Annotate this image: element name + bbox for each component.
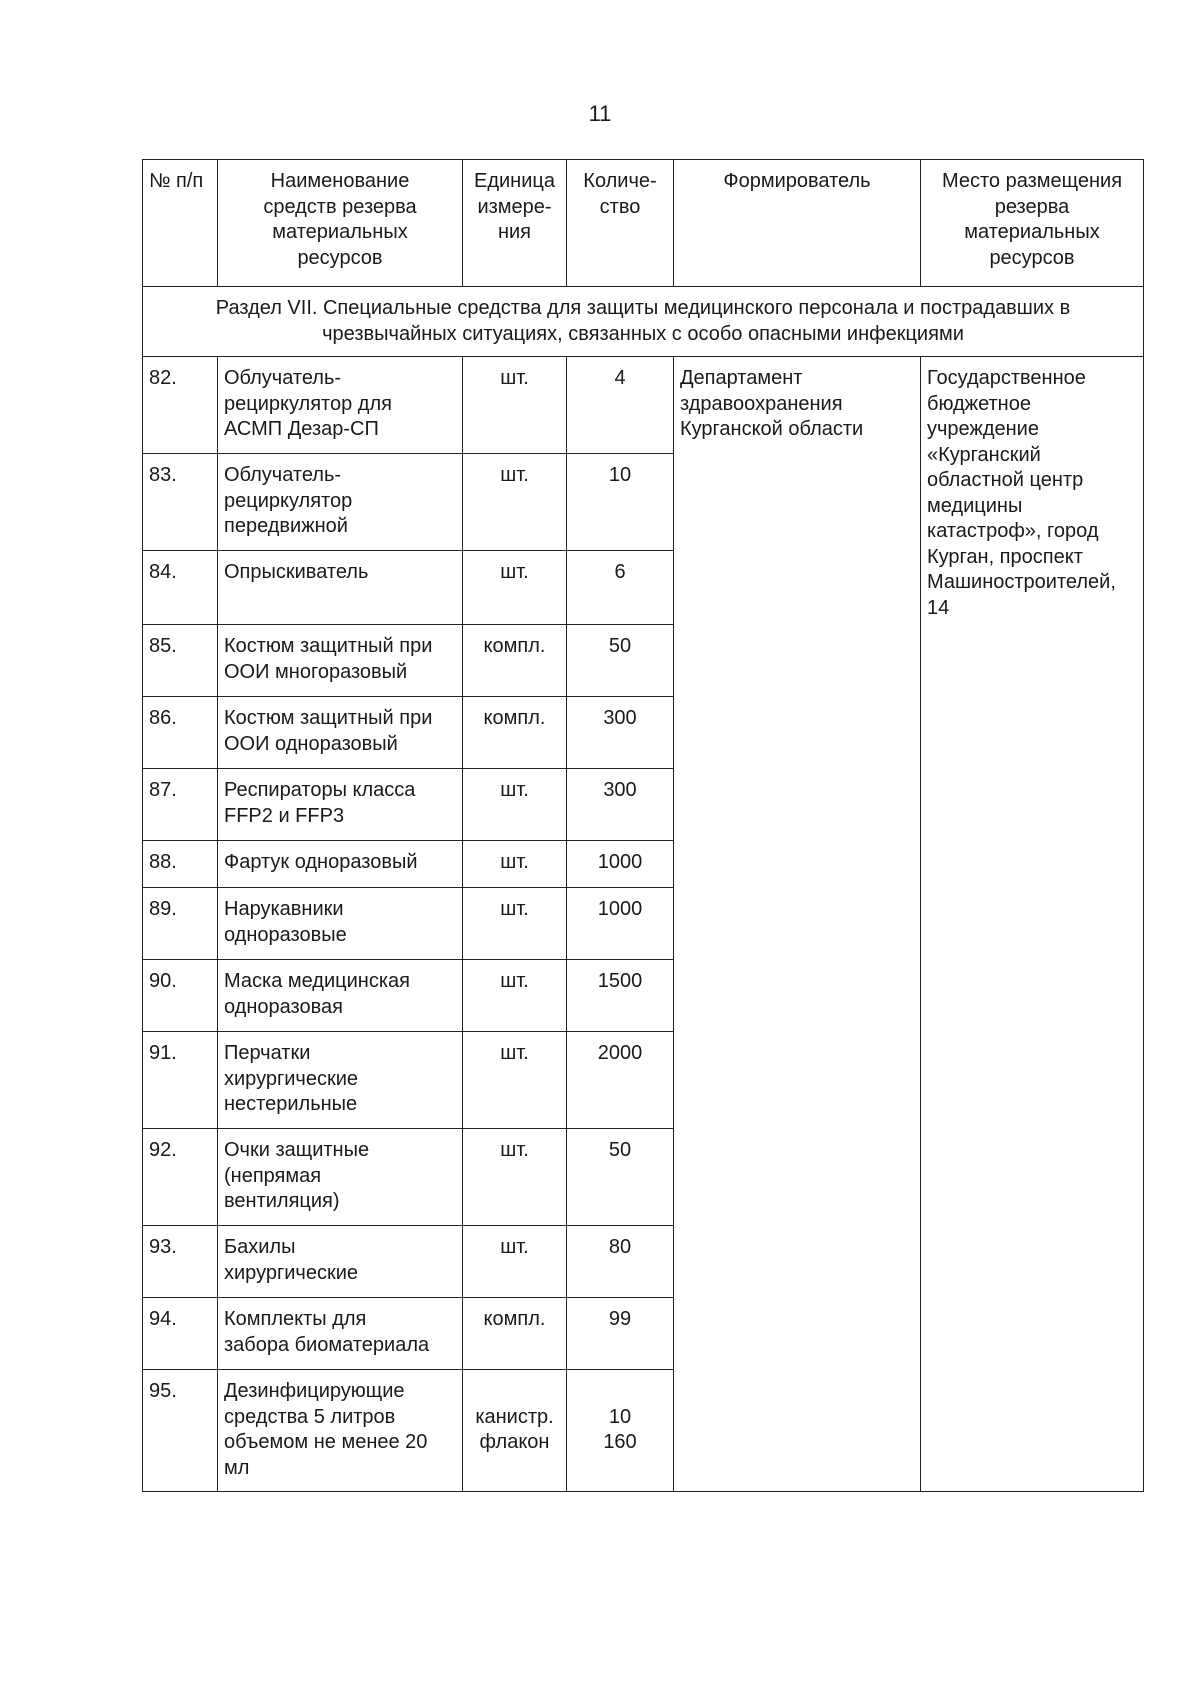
page-number: 11 <box>588 101 612 126</box>
item-name-line: ООИ одноразовый <box>224 732 398 755</box>
item-name-line: Облучатель- <box>224 367 342 389</box>
reserve-table <box>142 159 1144 1492</box>
item-quantity <box>567 960 674 1032</box>
item-unit <box>463 888 567 960</box>
item-name-line: хирургические <box>224 1067 359 1090</box>
header-unit: Единица измере- ния <box>463 160 567 287</box>
item-quantity-line: 10 <box>608 1405 632 1428</box>
place-cell-line: учреждение <box>927 418 1039 440</box>
item-quantity-line: 1500 <box>597 970 643 992</box>
item-name-line: FFP2 и FFP3 <box>224 804 345 827</box>
item-quantity-line: 50 <box>608 1139 632 1161</box>
item-quantity-line: 4 <box>614 367 626 389</box>
item-unit <box>463 551 567 625</box>
item-name <box>218 1129 463 1226</box>
item-quantity <box>567 1370 674 1492</box>
item-name-line: Нарукавники <box>224 898 344 920</box>
item-quantity <box>567 357 674 454</box>
item-name-line: мл <box>224 1456 250 1479</box>
former-cell <box>674 357 921 1492</box>
place-cell-line: «Курганский <box>927 443 1041 466</box>
item-unit <box>463 769 567 841</box>
item-quantity-line <box>573 1379 667 1405</box>
item-name-line: одноразовые <box>224 923 347 946</box>
item-name <box>218 1032 463 1129</box>
item-quantity <box>567 888 674 960</box>
item-quantity <box>567 769 674 841</box>
place-cell-line: областной центр <box>927 469 1084 491</box>
former-cell-line: здравоохранения <box>680 392 843 415</box>
item-unit <box>463 1226 567 1298</box>
item-unit <box>463 625 567 697</box>
item-name <box>218 769 463 841</box>
header-place: Место размещения резерва материальных ресурсов <box>921 160 1144 287</box>
item-name <box>218 841 463 888</box>
item-quantity-line: 80 <box>608 1236 632 1258</box>
item-name-line: средства 5 литров <box>224 1405 396 1428</box>
item-name <box>218 1298 463 1370</box>
place-cell-line: катастроф», город <box>927 520 1099 542</box>
item-quantity-line: 6 <box>614 561 626 583</box>
item-quantity-line: 1000 <box>597 851 643 873</box>
former-cell-line: Департамент <box>680 367 803 389</box>
row-number: 95. <box>143 1370 218 1492</box>
item-name <box>218 697 463 769</box>
item-unit-line: шт. <box>500 1042 529 1064</box>
item-unit-line: шт. <box>500 464 529 486</box>
row-number: 84. <box>143 551 218 625</box>
item-unit-line: шт. <box>500 1139 529 1161</box>
item-name-line: Костюм защитный при <box>224 707 433 729</box>
item-name-line: Костюм защитный при <box>224 635 433 657</box>
item-unit <box>463 1370 567 1492</box>
row-number: 91. <box>143 1032 218 1129</box>
item-quantity-line: 300 <box>603 707 637 729</box>
item-name-line: нестерильные <box>224 1093 358 1115</box>
place-cell-line: Государственное <box>927 367 1086 389</box>
item-quantity <box>567 697 674 769</box>
section-row <box>143 287 1144 357</box>
item-unit-line: шт. <box>500 898 529 920</box>
row-number: 89. <box>143 888 218 960</box>
item-name-line: Дезинфицирующие <box>224 1380 405 1402</box>
item-unit <box>463 357 567 454</box>
item-name-line: Фартук одноразовый <box>224 851 418 873</box>
item-unit-line: флакон <box>479 1431 550 1453</box>
item-quantity <box>567 625 674 697</box>
place-cell-line: бюджетное <box>927 392 1031 415</box>
item-name <box>218 960 463 1032</box>
row-number: 83. <box>143 454 218 551</box>
item-quantity <box>567 454 674 551</box>
item-unit-line: шт. <box>500 851 529 873</box>
header-qty: Количе- ство <box>567 160 674 287</box>
item-quantity-line: 300 <box>603 779 637 801</box>
item-name-line: АСМП Дезар-СП <box>224 418 379 440</box>
item-quantity <box>567 1129 674 1226</box>
item-unit-line: шт. <box>500 1236 529 1258</box>
item-name-line: ООИ многоразовый <box>224 660 408 683</box>
item-quantity-line: 50 <box>608 635 632 657</box>
item-name-line: рециркулятор для <box>224 392 392 415</box>
row-number: 86. <box>143 697 218 769</box>
item-name-line: Маска медицинская <box>224 970 410 992</box>
item-quantity-line: 99 <box>608 1308 632 1330</box>
place-cell-line: Курган, проспект <box>927 545 1083 568</box>
item-name-line: Облучатель- <box>224 464 342 486</box>
header-name: Наименование средств резерва материальных ресурсов <box>218 160 463 287</box>
item-unit-line <box>469 1379 560 1405</box>
table-row <box>143 357 1144 454</box>
item-quantity-line: 2000 <box>597 1042 643 1064</box>
item-name-line: забора биоматериала <box>224 1333 430 1356</box>
item-name <box>218 551 463 625</box>
item-unit-line: шт. <box>500 561 529 583</box>
item-name-line: Комплекты для <box>224 1308 367 1330</box>
item-unit-line: компл. <box>483 635 546 657</box>
item-name <box>218 357 463 454</box>
header-row <box>143 160 1144 287</box>
row-number: 87. <box>143 769 218 841</box>
item-name <box>218 454 463 551</box>
row-number: 88. <box>143 841 218 888</box>
header-num: № п/п <box>143 160 218 287</box>
section-title: Раздел VII. Специальные средства для защиты медицинского персонала и пострадавших в чрезвычайных ситуациях, связанных с особо опасными инфекциями <box>143 287 1144 357</box>
item-unit-line: шт. <box>500 779 529 801</box>
item-name <box>218 1370 463 1492</box>
item-unit <box>463 960 567 1032</box>
row-number: 94. <box>143 1298 218 1370</box>
item-unit <box>463 841 567 888</box>
item-name-line: Очки защитные <box>224 1139 370 1161</box>
item-name-line: объемом не менее 20 <box>224 1431 428 1453</box>
item-name-line: Бахилы <box>224 1236 296 1258</box>
item-unit <box>463 1032 567 1129</box>
header-former: Формирователь <box>674 160 921 287</box>
item-name-line: (непрямая <box>224 1164 322 1187</box>
item-unit-line: канистр. <box>475 1405 554 1428</box>
row-number: 92. <box>143 1129 218 1226</box>
item-name-line: одноразовая <box>224 995 343 1018</box>
item-unit-line: компл. <box>483 1308 546 1330</box>
place-cell <box>921 357 1144 1492</box>
item-name-line: вентиляция) <box>224 1190 340 1212</box>
place-cell-line: Машиностроителей, <box>927 571 1116 593</box>
item-quantity <box>567 1226 674 1298</box>
item-name-line: Опрыскиватель <box>224 561 369 583</box>
item-unit <box>463 454 567 551</box>
item-name-line: Перчатки <box>224 1042 311 1064</box>
item-name-line: Респираторы класса <box>224 779 416 801</box>
item-name <box>218 625 463 697</box>
item-unit-line: шт. <box>500 970 529 992</box>
row-number: 85. <box>143 625 218 697</box>
item-quantity <box>567 1298 674 1370</box>
item-quantity <box>567 841 674 888</box>
item-quantity <box>567 551 674 625</box>
item-quantity-line: 1000 <box>597 898 643 920</box>
item-name <box>218 888 463 960</box>
item-quantity <box>567 1032 674 1129</box>
item-name-line: передвижной <box>224 515 348 537</box>
item-unit <box>463 697 567 769</box>
item-unit-line: шт. <box>500 367 529 389</box>
item-name <box>218 1226 463 1298</box>
item-unit-line: компл. <box>483 707 546 729</box>
item-name-line: рециркулятор <box>224 489 353 512</box>
item-name-line: хирургические <box>224 1261 359 1284</box>
row-number: 90. <box>143 960 218 1032</box>
item-unit <box>463 1129 567 1226</box>
place-cell-line: медицины <box>927 494 1023 517</box>
former-cell-line: Курганской области <box>680 418 864 440</box>
row-number: 82. <box>143 357 218 454</box>
item-quantity-line: 160 <box>603 1431 637 1453</box>
item-quantity-line: 10 <box>608 464 632 486</box>
item-unit <box>463 1298 567 1370</box>
row-number: 93. <box>143 1226 218 1298</box>
place-cell-line: 14 <box>927 596 950 619</box>
